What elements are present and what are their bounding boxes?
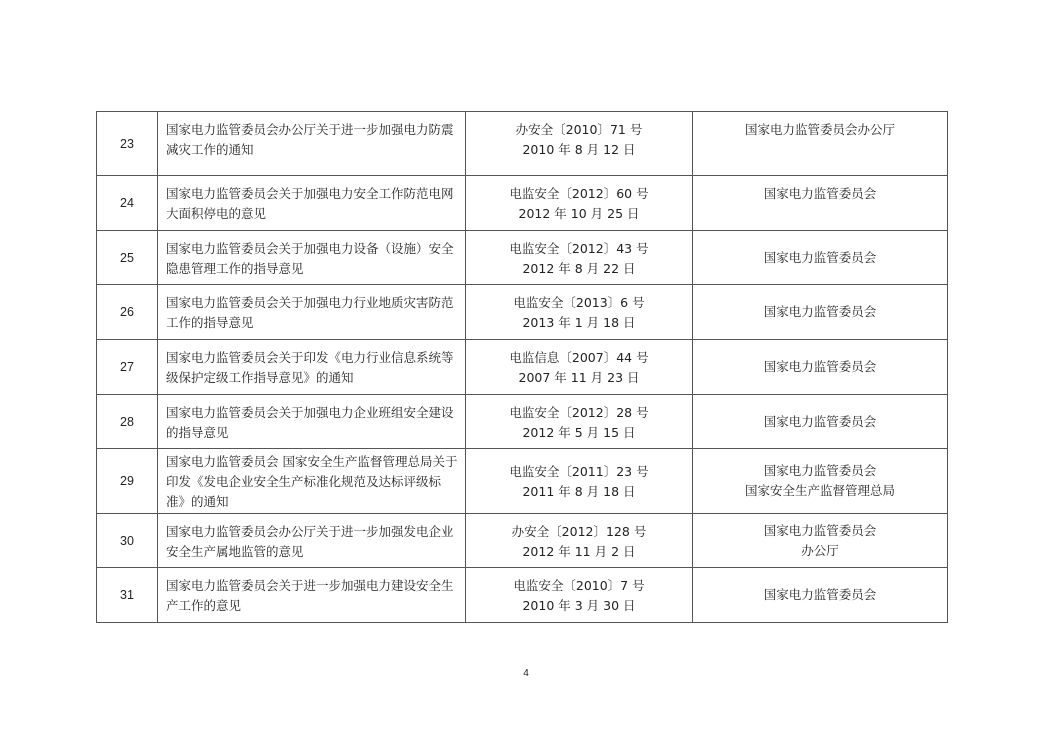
document-date: 2012 年 5 月 15 日 (522, 425, 636, 440)
document-title: 国家电力监管委员会关于加强电力行业地质灾害防范工作的指导意见 (166, 295, 454, 330)
table-row (97, 112, 948, 176)
document-title: 国家电力监管委员会关于加强电力企业班组安全建设的指导意见 (166, 405, 454, 440)
issuing-authority: 办公厅 (801, 542, 839, 558)
document-number: 电监安全〔2012〕28 号 (509, 405, 649, 420)
document-number: 电监安全〔2010〕7 号 (513, 578, 645, 593)
row-number: 30 (97, 514, 158, 568)
document-title: 国家电力监管委员会关于加强电力设备（设施）安全隐患管理工作的指导意见 (166, 241, 454, 276)
document-date: 2012 年 10 月 25 日 (518, 206, 640, 221)
document-title: 国家电力监管委员会 国家安全生产监督管理总局关于印发《发电企业安全生产标准化规范及达标评级标准》的通知 (166, 454, 458, 509)
table-row (97, 340, 948, 395)
document-date: 2012 年 11 月 2 日 (522, 544, 636, 559)
issuing-authority: 国家电力监管委员会 (763, 304, 877, 319)
regulations-table (96, 111, 948, 623)
document-title: 国家电力监管委员会办公厅关于进一步加强电力防震减灾工作的通知 (166, 122, 454, 157)
document-title: 国家电力监管委员会关于进一步加强电力建设安全生产工作的意见 (166, 578, 454, 613)
row-number: 27 (97, 340, 158, 395)
row-number: 31 (97, 568, 158, 623)
table-row (97, 176, 948, 231)
document-date: 2013 年 1 月 18 日 (522, 315, 636, 330)
table-row (97, 231, 948, 285)
table-row (97, 568, 948, 623)
document-date: 2010 年 8 月 12 日 (522, 142, 636, 157)
document-number: 办安全〔2010〕71 号 (515, 122, 643, 137)
issuing-authority: 国家电力监管委员会 (763, 186, 877, 201)
document-number: 电监安全〔2013〕6 号 (513, 295, 645, 310)
issuing-authority: 国家电力监管委员会 (763, 587, 877, 602)
issuing-authority: 国家电力监管委员会 (763, 413, 877, 429)
document-number: 电监安全〔2012〕43 号 (509, 241, 649, 256)
issuing-authority: 国家电力监管委员会 (763, 249, 877, 265)
document-number: 电监信息〔2007〕44 号 (509, 350, 649, 365)
table-row (97, 395, 948, 449)
table-row (97, 514, 948, 568)
issuing-authority: 国家安全生产监督管理总局 (744, 483, 895, 498)
issuing-authority: 国家电力监管委员会 (763, 522, 877, 538)
document-date: 2011 年 8 月 18 日 (522, 484, 636, 499)
issuing-authority: 国家电力监管委员会 (763, 359, 877, 374)
document-title: 国家电力监管委员会关于印发《电力行业信息系统等级保护定级工作指导意见》的通知 (166, 350, 454, 385)
document-title: 国家电力监管委员会关于加强电力安全工作防范电网大面积停电的意见 (166, 186, 454, 221)
document-date: 2007 年 11 月 23 日 (518, 370, 640, 385)
row-number: 29 (97, 449, 158, 514)
row-number: 23 (97, 112, 158, 176)
row-number: 26 (97, 285, 158, 340)
document-title: 国家电力监管委员会办公厅关于进一步加强发电企业安全生产属地监管的意见 (166, 524, 454, 559)
document-date: 2012 年 8 月 22 日 (522, 261, 636, 276)
issuing-authority: 国家电力监管委员会 (763, 463, 877, 478)
document-number: 电监安全〔2011〕23 号 (509, 464, 649, 479)
document-number: 电监安全〔2012〕60 号 (509, 186, 649, 201)
issuing-authority: 国家电力监管委员会办公厅 (744, 122, 895, 137)
row-number: 28 (97, 395, 158, 449)
table-row (97, 449, 948, 514)
row-number: 25 (97, 231, 158, 285)
document-number: 办安全〔2012〕128 号 (511, 524, 647, 539)
table-row (97, 285, 948, 340)
row-number: 24 (97, 176, 158, 231)
page-number: 4 (523, 668, 529, 679)
document-date: 2010 年 3 月 30 日 (522, 598, 636, 613)
